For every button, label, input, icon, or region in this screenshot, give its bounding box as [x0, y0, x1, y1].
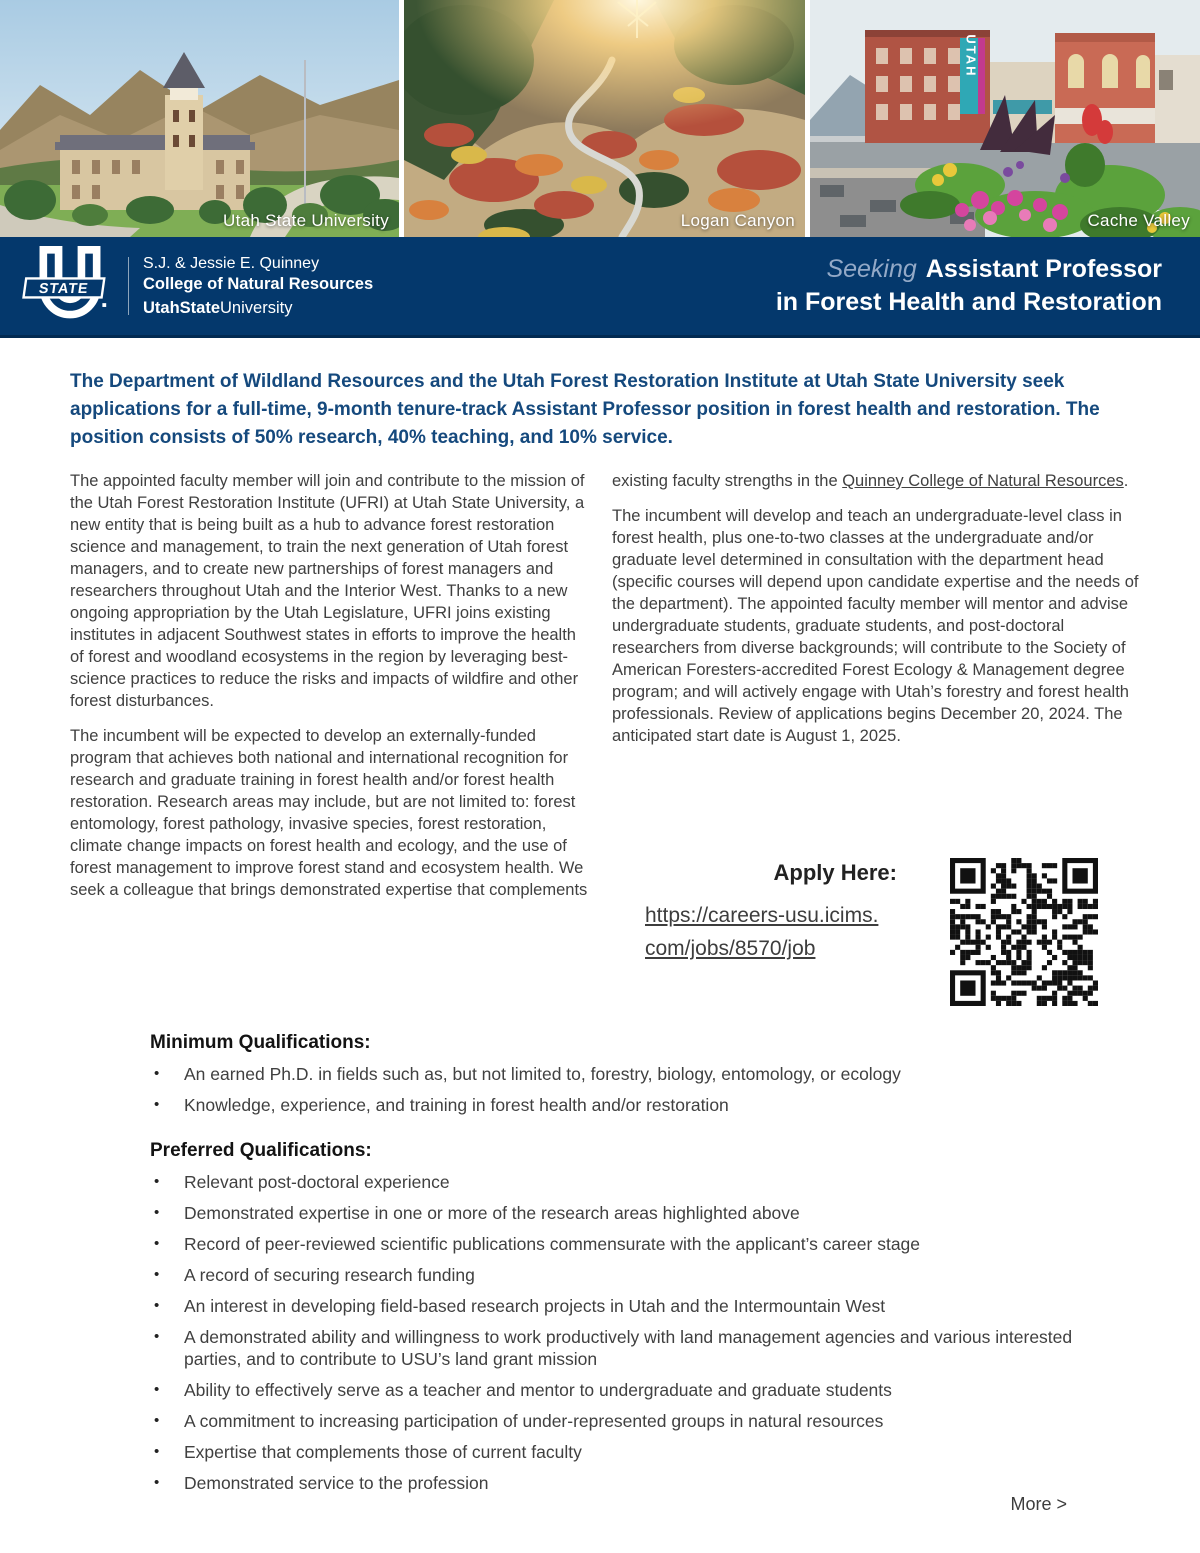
qualification-text: A commitment to increasing participation of under-represented groups in natural resources — [184, 1411, 884, 1431]
body-column-right — [612, 470, 1144, 747]
photo-caption: Logan Canyon — [680, 211, 795, 230]
bullet-icon: • — [154, 1297, 160, 1314]
bullet-icon: • — [154, 1204, 160, 1221]
qualification-text: Record of peer-reviewed scientific publications commensurate with the applicant’s career stage — [184, 1234, 921, 1254]
logo-state-text: STATE — [37, 281, 90, 298]
photo-caption: Cache Valley — [1087, 211, 1190, 230]
seeking-label: Seeking — [826, 255, 917, 283]
qualification-text: Relevant post-doctoral experience — [184, 1172, 450, 1192]
usu-logo — [22, 246, 118, 326]
qualification-item — [150, 1171, 1115, 1193]
qualification-item — [150, 1094, 1115, 1116]
bullet-icon: • — [154, 1065, 160, 1082]
body-paragraph-3: existing faculty strengths in the Quinney College of Natural Resources. — [612, 472, 1129, 490]
qualification-item — [150, 1264, 1115, 1286]
body-column-left — [70, 470, 594, 901]
title-line1: Assistant Professor — [925, 255, 1162, 283]
qualification-text: Demonstrated expertise in one or more of the research areas highlighted above — [184, 1203, 800, 1223]
bullet-icon: • — [154, 1443, 160, 1460]
qr-code — [950, 858, 1098, 1006]
bullet-icon: • — [154, 1266, 160, 1283]
minimum-qualifications-heading: Minimum Qualifications: — [150, 1032, 371, 1053]
position-title — [776, 253, 1162, 319]
bullet-icon: • — [154, 1474, 160, 1491]
college-name: College of Natural Resources — [143, 275, 374, 293]
svg-text:UTAH: UTAH — [963, 34, 979, 78]
quinney-college-link[interactable]: Quinney College of Natural Resources — [842, 472, 1124, 490]
body-paragraph-4: The incumbent will develop and teach an undergraduate-level class in forest health, plus one-to-two classes at the undergraduate and/or graduate level determined in consultation with the department head (specific courses will depend upon candidate expertise and the needs of the department). The appointed faculty member will mentor and advise undergraduate students, graduate students, and post-doctoral researchers from diverse backgrounds; will contribute to the Society of American Foresters-accredited Forest Ecology & Management degree program; and will actively engage with Utah’s forestry and forest health professionals. Review of applications begins December 20, 2024. The anticipated start date is August 1, 2025. — [612, 507, 1139, 745]
qualification-text: Demonstrated service to the profession — [184, 1473, 489, 1493]
qualification-item — [150, 1202, 1115, 1224]
bullet-icon: • — [154, 1096, 160, 1113]
college-wordmark — [143, 253, 373, 319]
qualification-text: An interest in developing field-based research projects in Utah and the Intermountain West — [184, 1296, 886, 1316]
qualification-text: Expertise that complements those of current faculty — [184, 1442, 582, 1462]
apply-url-line1[interactable]: https://careers-usu.icims. — [645, 904, 879, 927]
qualifications-section — [150, 1032, 1115, 1503]
apply-here-heading: Apply Here: — [773, 860, 897, 885]
qualification-item — [150, 1441, 1115, 1463]
apply-url — [645, 899, 897, 965]
bullet-icon: • — [154, 1173, 160, 1190]
photo-cache-valley — [810, 0, 1200, 237]
bullet-icon: • — [154, 1412, 160, 1429]
qualification-text: A demonstrated ability and willingness to work productively with land management agencies and various interested parties, and to contribute to USU’s land grant mission — [184, 1327, 1073, 1369]
apply-url-line2[interactable]: com/jobs/8570/job — [645, 937, 816, 960]
more-link[interactable]: More > — [1010, 1494, 1067, 1514]
apply-section — [645, 860, 897, 965]
title-line2: in Forest Health and Restoration — [775, 288, 1162, 316]
qualification-text: A record of securing research funding — [184, 1265, 475, 1285]
qualification-item — [150, 1326, 1115, 1370]
preferred-qualifications-list — [150, 1171, 1115, 1494]
quinney-name: S.J. & Jessie E. Quinney — [143, 255, 320, 272]
downtown-photo-illustration — [810, 0, 1200, 237]
photo-utah-state-university — [0, 0, 399, 237]
body-paragraph-1: The appointed faculty member will join and contribute to the mission of the Utah Forest Restoration Institute (UFRI) at Utah State University, a new entity that is being built as a hub to advance forest restoration science and management, to train the next generation of Utah forest managers, and to create new partnerships of forest managers and researchers throughout Utah and the Interior West. Thanks to a new ongoing appropriation by the Utah Legislature, UFRI joins existing institutes in adjacent Southwest states in efforts to improve the health of forest and woodland ecosystems in the region by leveraging best-science practices to reduce the risks and impacts of wildfire and other forest disturbances. — [70, 472, 585, 710]
canyon-photo-illustration — [404, 0, 805, 237]
qualification-item — [150, 1233, 1115, 1255]
body-paragraph-2: The incumbent will be expected to develop an externally-funded program that achieves both national and international recognition for research and graduate training in forest health and/or forest health restoration. Research areas may include, but are not limited to: forest entomology, forest pathology, invasive species, forest restoration, climate change impacts on forest health and ecology, and the use of forest management to improve forest stand and ecosystem health. We seek a colleague that brings demonstrated expertise that complements — [70, 727, 588, 899]
qualification-item — [150, 1063, 1115, 1085]
bullet-icon: • — [154, 1235, 160, 1252]
qualification-text: An earned Ph.D. in fields such as, but not limited to, forestry, biology, entomology, or ecology — [184, 1064, 901, 1084]
qualification-text: Ability to effectively serve as a teacher and mentor to undergraduate and graduate students — [184, 1380, 892, 1400]
campus-photo-illustration — [0, 0, 399, 237]
photo-logan-canyon — [404, 0, 805, 237]
qualification-item — [150, 1472, 1115, 1494]
qualification-item — [150, 1379, 1115, 1401]
photo-strip — [0, 0, 1200, 237]
qualification-item — [150, 1295, 1115, 1317]
logo-divider — [128, 257, 129, 315]
photo-caption: Utah State University — [223, 211, 389, 230]
bullet-icon: • — [154, 1328, 160, 1345]
qualification-text: Knowledge, experience, and training in forest health and/or restoration — [184, 1095, 729, 1115]
bullet-icon: • — [154, 1381, 160, 1398]
preferred-qualifications-heading: Preferred Qualifications: — [150, 1140, 372, 1161]
usu-block-u-icon — [22, 246, 118, 326]
header-banner — [0, 237, 1200, 338]
minimum-qualifications-list — [150, 1063, 1115, 1116]
university-name: UtahStateUniversity — [143, 299, 293, 317]
qualification-item — [150, 1410, 1115, 1432]
intro-paragraph: The Department of Wildland Resources and the Utah Forest Restoration Institute at Utah State University seek applications for a full-time, 9-month tenure-track Assistant Professor position in forest health and restoration. The position consists of 50% research, 40% teaching, and 10% service. — [70, 371, 1100, 448]
